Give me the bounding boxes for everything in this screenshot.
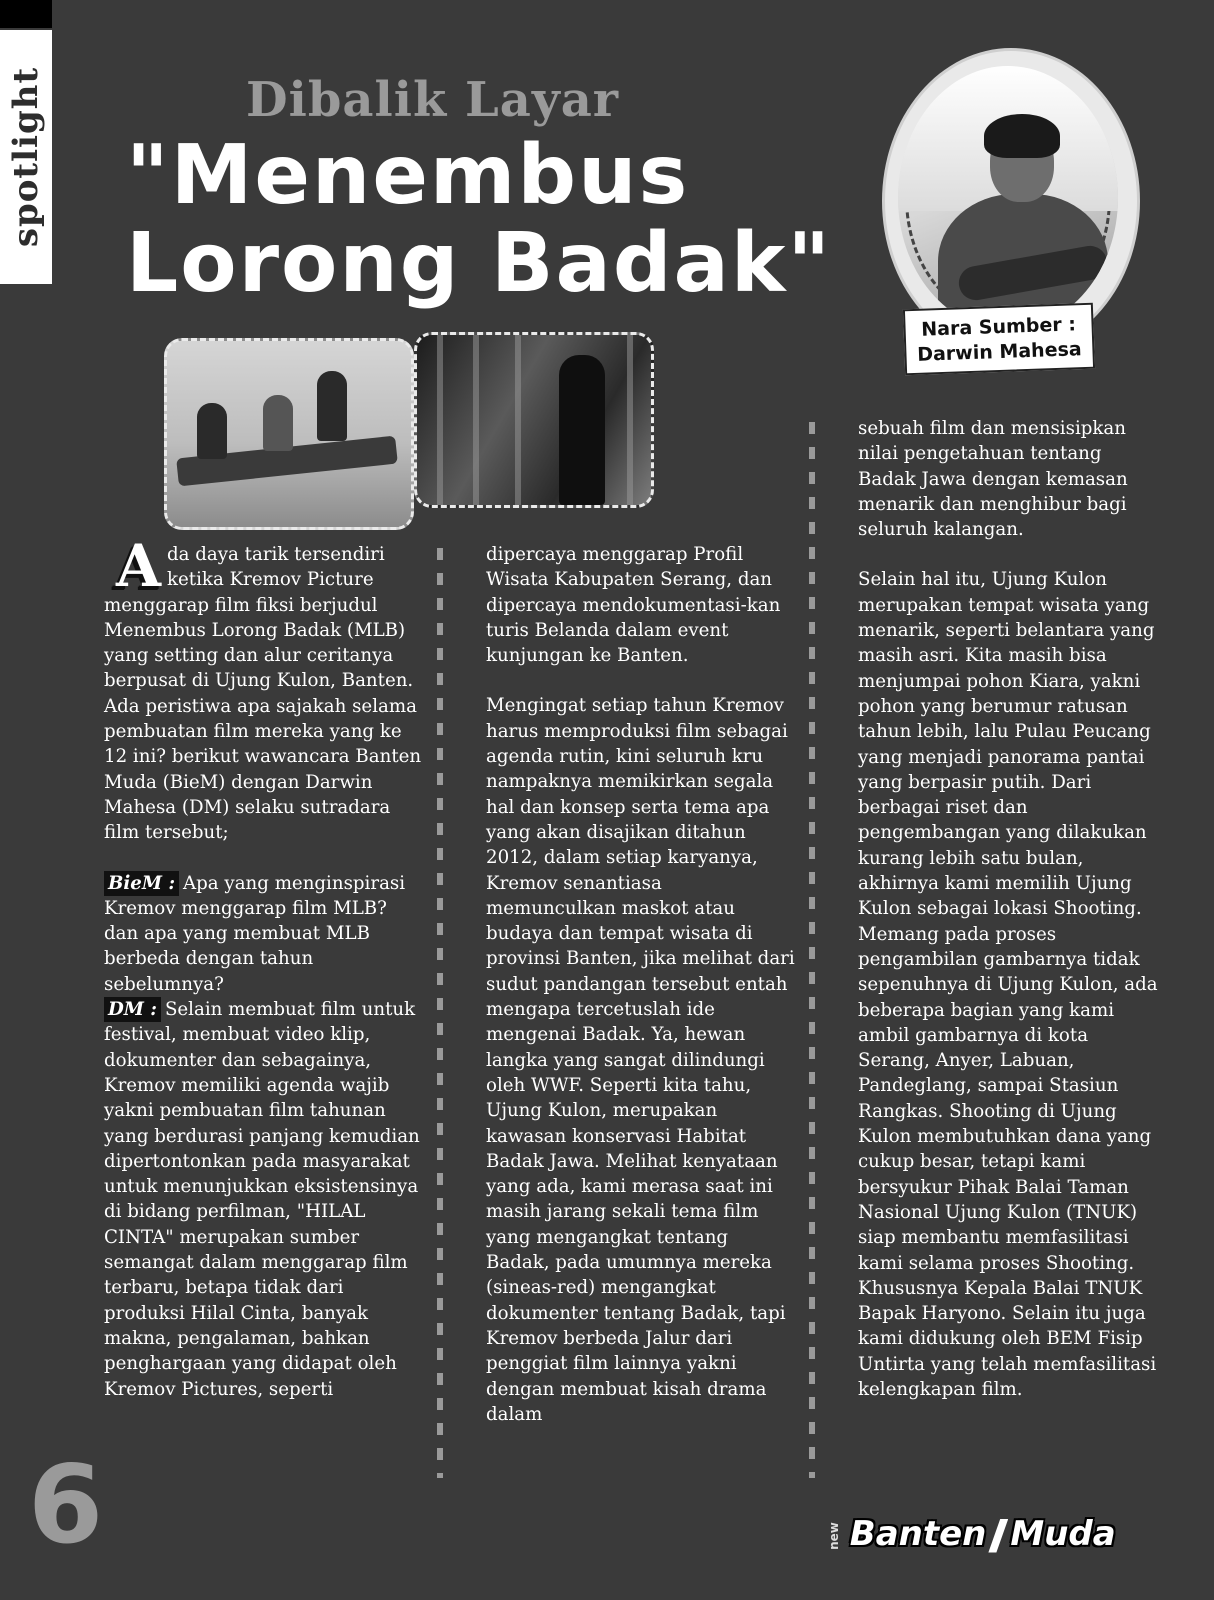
headline — [126, 128, 833, 311]
section-tab — [0, 30, 52, 284]
interviewer-tag: BieM : — [104, 871, 179, 896]
col2-paragraph-2: Mengingat setiap tahun Kremov harus memproduksi film sebagai agenda rutin, kini seluruh kru nampaknya memikirkan segala hal dan konsep serta tema apa yang akan disajikan ditahun 2012, dalam setiap karyanya, Kremov senantiasa memunculkan maskot atau budaya dan tempat wisata di provinsi Banten, jika melihat dari sudut pandangan tersebut entah mengapa tercetuslah ide mengenai Badak. Ya, hewan langka yang sangat dilindungi oleh WWF. Seperti kita tahu, Ujung Kulon, merupakan kawasan konservasi Habitat Badak Jawa. Melihat kenyataan yang ada, kami merasa saat ini masih jarang sekali tema film yang mengangkat tentang Badak, pada umumnya mereka (sineas-red) mengangkat dokumenter tentang Badak, tapi Kremov berbeda Jalur dari penggiat film lainnya yakni dengan membuat kisah drama dalam — [486, 695, 795, 1425]
question-paragraph — [104, 871, 422, 997]
answer-text: Selain membuat film untuk festival, membuat video klip, dokumenter dan sebagainya, Kremov memiliki agenda wajib yakni pembuatan film tahunan yang berdurasi panjang kemudian dipertontonkan pada masyarakat untuk menunjukkan eksistensinya di bidang perfilman, "HILAL CINTA" merupakan sumber semangat dalam menggarap film terbaru, betapa tidak dari produksi Hilal Cinta, banyak makna, pengalaman, bahkan penghargaan yang didapat oleh Kremov Pictures, seperti — [104, 999, 420, 1400]
source-caption — [903, 303, 1095, 376]
logo-prefix: new — [826, 1521, 841, 1550]
respondent-tag: DM : — [104, 997, 161, 1022]
logo-word-1: Banten — [849, 1514, 987, 1554]
logo-word-2: Muda — [1010, 1514, 1116, 1554]
article-column-2 — [486, 542, 796, 1452]
drop-cap: A — [116, 532, 162, 600]
boat-scene-photo — [164, 338, 414, 530]
forest-scene-photo — [414, 332, 654, 508]
headline-line1: "Menembus — [126, 128, 690, 223]
section-label: spotlight — [6, 66, 46, 248]
article-column-3 — [858, 416, 1158, 1427]
publication-logo — [820, 1512, 1120, 1556]
source-name: Darwin Mahesa — [916, 338, 1083, 366]
column-divider-1 — [437, 548, 443, 1478]
article-column-1 — [104, 532, 422, 1427]
intro-paragraph — [104, 532, 422, 846]
logo-slash-icon — [988, 1519, 1008, 1553]
corner-block — [0, 0, 52, 28]
intro-text: da daya tarik tersendiri ketika Kremov Picture menggarap film fiksi berjudul Menembus Lorong Badak (MLB) yang setting dan alur ceritanya berpusat di Ujung Kulon, Banten. Ada peristiwa apa sajakah selama pembuatan film mereka yang ke 12 ini? berikut wawancara Banten Muda (BieM) dengan Darwin Mahesa (DM) selaku sutradara film tersebut; — [104, 544, 422, 844]
col2-paragraph-1: dipercaya menggarap Profil Wisata Kabupaten Serang, dan dipercaya mendokumentasi-kan turis Belanda dalam event kunjungan ke Banten. — [486, 544, 781, 667]
source-label: Nara Sumber : — [920, 313, 1077, 341]
title-kicker: Dibalik Layar — [246, 72, 620, 128]
interviewee-photo — [898, 66, 1118, 330]
question-text: Apa yang menginspirasi Kremov menggarap film MLB? dan apa yang membuat MLB berbeda dengan tahun sebelumnya? — [104, 872, 406, 995]
headline-line2: Lorong Badak" — [126, 216, 833, 311]
col3-paragraph-2: Selain hal itu, Ujung Kulon merupakan tempat wisata yang menarik, seperti belantara yang masih asri. Kita masih bisa menjumpai pohon Kiara, yakni pohon yang berumur ratusan tahun lebih, lalu Pulau Peucang yang menjadi panorama pantai yang berpasir putih. Dari berbagai riset dan pengembangan yang dilakukan kurang lebih satu bulan, akhirnya kami memilih Ujung Kulon sebagai lokasi Shooting. Memang pada proses pengambilan gambarnya tidak sepenuhnya di Ujung Kulon, ada beberapa bagian yang kami ambil gambarnya di kota Serang, Anyer, Labuan, Pandeglang, sampai Stasiun Rangkas. Shooting di Ujung Kulon membutuhkan dana yang cukup besar, tetapi kami bersyukur Pihak Balai Taman Nasional Ujung Kulon (TNUK) siap membantu memfasilitasi kami selama proses Shooting. Khususnya Kepala Balai TNUK Bapak Haryono. Selain itu juga kami didukung oleh BEM Fisip Untirta yang telah memfasilitasi kelengkapan film. — [858, 569, 1158, 1400]
col3-paragraph-1: sebuah film dan mensisipkan nilai pengetahuan tentang Badak Jawa dengan kemasan menarik dan menghibur bagi seluruh kalangan. — [858, 418, 1128, 541]
column-divider-2 — [809, 422, 815, 1478]
answer-paragraph — [104, 997, 422, 1402]
page-number: 6 — [28, 1443, 104, 1568]
